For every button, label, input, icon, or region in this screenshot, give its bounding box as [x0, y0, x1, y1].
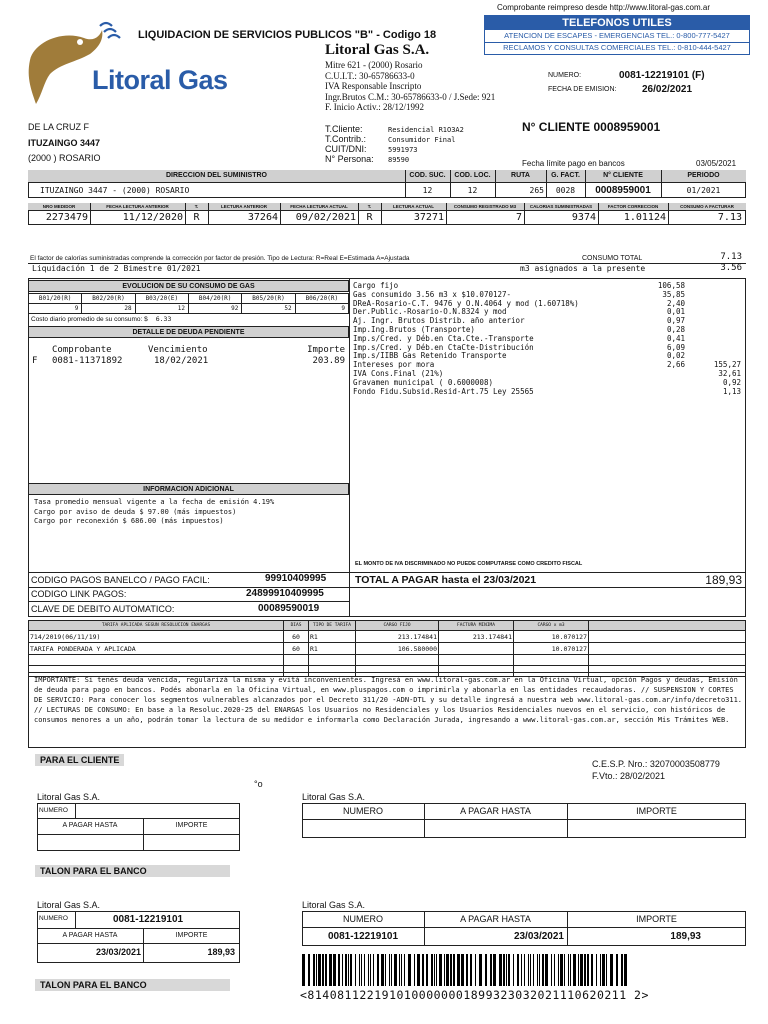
customer-name: DE LA CRUZ F	[28, 122, 90, 132]
liquidacion: Liquidación 1 de 2 Bimestre 01/2021	[32, 264, 201, 273]
charge-label: Imp.Ing.Brutos (Transporte)	[353, 324, 475, 334]
barcode	[300, 954, 746, 986]
barcode-bar	[422, 954, 424, 986]
phones-box	[484, 15, 750, 55]
charge-v1: 0,97	[666, 316, 685, 326]
barcode-bar	[436, 954, 437, 986]
link-label: CODIGO LINK PAGOS:	[31, 589, 127, 599]
supply-periodo: 01/2021	[686, 186, 721, 195]
debt-row-comprobante: 0081-11371892	[52, 356, 123, 366]
customer-labels	[325, 124, 374, 164]
stub-cliente-right-company: Litoral Gas S.A.	[302, 792, 366, 802]
fecha-limite-label: Fecha límite pago en bancos	[522, 159, 625, 168]
debito-label: CLAVE DE DEBITO AUTOMATICO:	[31, 604, 175, 614]
company-name: Litoral Gas S.A.	[325, 42, 430, 58]
tariff-cell: 10.070127	[514, 631, 589, 643]
tcliente-value: Residencial R1O3A2	[388, 126, 464, 134]
barcode-bar	[373, 954, 374, 986]
stub-cliente-pagar-label: A PAGAR HASTA	[62, 822, 118, 829]
supply-h-direccion: DIRECCION DEL SUMINISTRO	[166, 172, 267, 179]
barcode-bar	[318, 954, 321, 986]
barcode-bar	[399, 954, 400, 986]
barcode-bar	[364, 954, 365, 986]
charge-v1: 106,58	[657, 281, 685, 290]
customer-street: ITUZAINGO 3447	[28, 138, 101, 148]
barcode-bar	[513, 954, 514, 986]
stub-banco2-numero-value: 0081-12219101	[327, 931, 399, 942]
stub-banco2-h-pagar: A PAGAR HASTA	[460, 914, 531, 924]
barcode-bar	[524, 954, 525, 986]
tariff-row	[29, 631, 746, 643]
barcode-bar	[584, 954, 586, 986]
supply-direccion: ITUZAINGO 3447 - (2000) ROSARIO	[40, 186, 190, 195]
company-logo	[22, 12, 137, 112]
charge-v1: 35,85	[662, 289, 685, 299]
barcode-bar	[517, 954, 519, 986]
barcode-bar	[446, 954, 449, 986]
fish-logo-icon	[22, 12, 137, 112]
tariff-cell: 106.580000	[356, 643, 439, 655]
barcode-text: <8140811221910100000001899323032021110620211 2>	[300, 988, 649, 1002]
banelco-label: CODIGO PAGOS BANELCO / PAGO FACIL:	[31, 575, 210, 585]
meter-facturar: 7.13	[717, 212, 742, 223]
barcode-bar	[345, 954, 347, 986]
phones-emergency: ATENCION DE ESCAPES - EMERGENCIAS TEL.: 0-800-777-5427	[485, 30, 749, 43]
barcode-bar	[591, 954, 593, 986]
meter-lect-act: 37271	[413, 212, 444, 223]
link-code: 24899910409995	[246, 588, 324, 599]
stub-cliente-h-numero: NUMERO	[343, 806, 383, 816]
tariff-cell: 714/2019(06/11/19)	[29, 631, 284, 643]
logo-text: Litoral Gas	[92, 65, 228, 95]
evolution-period: B02/20(R)	[82, 294, 135, 304]
barcode-bar	[554, 954, 555, 986]
barcode-bar	[580, 954, 583, 986]
barcode-bar	[348, 954, 349, 986]
barcode-bar	[359, 954, 360, 986]
reprint-note: Comprobante reimpreso desde http://www.litoral-gas.com.ar	[497, 3, 710, 12]
charge-v1: 2,66	[666, 360, 685, 370]
meter-h-4: FECHA LECTURA ACTUAL	[290, 204, 348, 209]
barcode-bar	[503, 954, 505, 986]
charge-v1: 0,01	[666, 307, 685, 317]
meter-fecha-ant: 11/12/2020	[122, 212, 183, 223]
consumo-total-value: 7.13	[720, 252, 742, 262]
evolution-period: B04/20(R)	[188, 294, 241, 304]
meter-h-1: FECHA LECTURA ANTERIOR	[106, 204, 169, 209]
info-line: Tasa promedio mensual vigente a la fecha de emisión 4.19%	[34, 498, 275, 506]
company-ingr: Ingr.Brutos C.M.: 30-65786633-0 / J.Sede: 921	[325, 91, 496, 102]
barcode-bar	[485, 954, 487, 986]
numero-value: 0081-12219101 (F)	[619, 70, 705, 81]
barcode-bar	[493, 954, 496, 986]
tariff-row	[29, 643, 746, 655]
tariff-cell: R1	[309, 643, 356, 655]
barcode-bar	[408, 954, 411, 986]
stub-mark: °o	[254, 779, 263, 789]
barcode-bar	[506, 954, 507, 986]
barcode-bar	[338, 954, 340, 986]
barcode-bar	[377, 954, 379, 986]
barcode-bar	[621, 954, 623, 986]
fvto: F.Vto.: 28/02/2021	[592, 771, 666, 781]
supply-ruta: 265	[529, 186, 544, 195]
tcontrib-value: Consumidor Final	[388, 136, 456, 144]
charge-label: IVA Cons.Final (21%)	[353, 368, 444, 378]
barcode-bar	[368, 954, 369, 986]
stub-cliente-numero-label: NUMERO	[39, 807, 68, 814]
info-lines	[34, 498, 274, 527]
barcode-bar	[322, 954, 324, 986]
stub-cliente-h-pagar: A PAGAR HASTA	[460, 806, 531, 816]
barcode-bar	[457, 954, 460, 986]
barcode-bar	[545, 954, 548, 986]
info-line: Cargo por reconexión $ 686.00 (más impuestos)	[34, 517, 224, 525]
barcode-bar	[381, 954, 384, 986]
barcode-bar	[370, 954, 371, 986]
stub-banco2-importe-value: 189,93	[670, 931, 701, 942]
evolution-value: 9	[295, 304, 348, 314]
evolution-values	[29, 304, 349, 314]
barcode-icon	[300, 954, 746, 986]
emision-value: 26/02/2021	[642, 84, 693, 95]
stub-banco2-left-company: Litoral Gas S.A.	[37, 900, 101, 910]
debt-row-type: F	[32, 356, 38, 366]
evolution-value: 92	[188, 304, 241, 314]
barcode-bar	[461, 954, 464, 986]
tariff-cell: 213.174841	[439, 631, 514, 643]
debt-row-vencimiento: 18/02/2021	[154, 356, 209, 366]
customer-city: (2000 ) ROSARIO	[28, 153, 101, 163]
supply-h-gfact: G. FACT.	[551, 172, 580, 179]
tariff-header-row	[29, 621, 746, 631]
supply-cliente: 0008959001	[595, 185, 651, 196]
barcode-bar	[414, 954, 415, 986]
daily-cost-value: 6.33	[155, 315, 172, 323]
charge-row	[353, 388, 743, 397]
barcode-bar	[350, 954, 352, 986]
barcode-bar	[551, 954, 552, 986]
meter-h-2: T.	[194, 204, 199, 209]
meter-h-10: CONSUMO A FACTURAR	[680, 204, 734, 209]
charge-label: Cargo fijo	[353, 281, 399, 290]
barcode-bar	[466, 954, 468, 986]
tariff-h-5: CARGO x m3	[514, 621, 589, 631]
iva-note: EL MONTO DE IVA DISCRIMINADO NO PUEDE COMPUTARSE COMO CREDITO FISCAL	[355, 561, 583, 567]
total-label: TOTAL A PAGAR hasta el 23/03/2021	[355, 574, 537, 586]
barcode-bar	[470, 954, 472, 986]
meter-t2: R	[366, 212, 373, 223]
customer-values	[388, 125, 464, 165]
barcode-bar	[602, 954, 605, 986]
barcode-bar	[404, 954, 405, 986]
barcode-bar	[568, 954, 569, 986]
meter-fecha-act: 09/02/2021	[295, 212, 356, 223]
supply-suc: 12	[422, 186, 433, 195]
company-iva: IVA Responsable Inscripto	[325, 81, 422, 91]
barcode-bar	[394, 954, 397, 986]
barcode-bar	[431, 954, 433, 986]
supply-h-loc: COD. LOC.	[454, 172, 491, 179]
tariff-h-1: DIAS	[284, 621, 309, 631]
info-title: INFORMACION ADICIONAL	[28, 483, 349, 495]
important-note: IMPORTANTE: Si tenés deuda vencida, regularizá la misma y evitá inconvenientes. Ingresá en www.litoral-gas.com.ar en la Oficina Virtual, opción Pagos y deudas, Emisión de deuda para pago en bancos. Podés abonarla en la Oficina Virtual, en www.pluspagos.com o imprimirla y abonarla en las entidades recaudadoras. // SUSPENSION Y CORTES DE SERVICIO: Para conocer los segmentos vulnerables alcanzados por el Decreto 311/20 -ADN-DTL y su detalle ingresá a nuestra web www.litoral-gas.com.ar/info/decreto311. // LECTURAS DE CONSUMO: En base a la Resoluc.2020-25 del ENARGAS los Usuarios no Residenciales y los Usuarios Residenciales nuevos en el servicio, con históricos de consumos menores a un año, podrán tomar la lectura de su medidor e informarla como Declaración Jurada, ingresando a www.litoral-gas.com.ar, sección Mis Trámites WEB.	[34, 676, 743, 724]
tariff-cell: 213.174841	[356, 631, 439, 643]
meter-h-0: NRO MEDIDOR	[42, 204, 76, 209]
tariff-h-4: FACTURA MINIMA	[439, 621, 514, 631]
tariff-h-2: TIPO DE TARIFA	[309, 621, 356, 631]
barcode-bar	[499, 954, 502, 986]
barcode-bar	[385, 954, 386, 986]
barcode-bar	[355, 954, 356, 986]
charge-label: Aj. Ingr. Brutos Distrib. año anterior	[353, 316, 525, 326]
debito-code: 00089590019	[258, 603, 320, 614]
supply-h-ruta: RUTA	[511, 172, 530, 179]
meter-t1: R	[193, 212, 200, 223]
stub-cliente-importe-label: IMPORTE	[175, 822, 208, 829]
stub-banco2-numero-label: NUMERO	[39, 915, 68, 922]
meter-h-3: LECTURA ANTERIOR	[221, 204, 267, 209]
meter-h-5: T.	[367, 204, 372, 209]
barcode-bar	[539, 954, 540, 986]
banelco-code: 99910409995	[265, 573, 327, 584]
evolution-table	[28, 293, 349, 314]
barcode-bar	[606, 954, 607, 986]
m3-asignados-value: 3.56	[720, 263, 742, 273]
evolution-period: B05/20(R)	[242, 294, 295, 304]
stub-banco2-numero: 0081-12219101	[113, 914, 184, 925]
tariff-cell: R1	[309, 631, 356, 643]
barcode-bar	[537, 954, 538, 986]
barcode-bar	[600, 954, 601, 986]
phones-title: TELEFONOS UTILES	[485, 16, 749, 30]
meter-calorias: 9374	[571, 212, 596, 223]
stub-banco2-pagar-value: 23/03/2021	[513, 931, 564, 942]
barcode-bar	[564, 954, 565, 986]
tariff-h-empty	[589, 621, 746, 631]
stub-banco2-importe-label: IMPORTE	[175, 932, 208, 939]
company-info	[325, 60, 495, 113]
barcode-bar	[616, 954, 618, 986]
meter-consumo: 7	[515, 212, 522, 223]
barcode-bar	[302, 954, 305, 986]
barcode-bar	[475, 954, 476, 986]
total-value: 189,93	[705, 573, 742, 587]
barcode-bar	[521, 954, 522, 986]
charge-label: Imp.s/Cred. y Déb.en CtaCte-Distribución	[353, 342, 534, 352]
evolution-value: 52	[242, 304, 295, 314]
document-title: LIQUIDACION DE SERVICIOS PUBLICOS "B" - Codigo 18	[138, 29, 437, 41]
meter-h-9: FACTOR CORRECCION	[607, 204, 659, 209]
charge-v2: 32,61	[718, 368, 741, 378]
barcode-bar	[389, 954, 390, 986]
barcode-bar	[329, 954, 332, 986]
company-address: Mitre 621 - (2000) Rosario	[325, 60, 423, 70]
barcode-bar	[391, 954, 392, 986]
barcode-bar	[610, 954, 613, 986]
tcontrib-label: T.Contrib.:	[325, 134, 367, 144]
numero-label: NUMERO:	[548, 72, 582, 79]
barcode-bar	[316, 954, 317, 986]
company-inicio: F. Inicio Activ.: 28/12/1992	[325, 102, 424, 112]
charge-v1: 6,09	[666, 342, 685, 352]
tariff-h-3: CARGO FIJO	[356, 621, 439, 631]
phones-commercial: RECLAMOS Y CONSULTAS COMERCIALES TEL.: 0-810-444-5427	[503, 43, 731, 52]
barcode-bar	[578, 954, 579, 986]
evolution-period: B01/20(R)	[29, 294, 82, 304]
meter-factor: 1.01124	[623, 212, 666, 223]
barcode-bar	[453, 954, 455, 986]
supply-gfact: 0028	[555, 186, 576, 195]
tariff-cell: TARIFA PONDERADA Y APLICADA	[29, 643, 284, 655]
fecha-limite-value: 03/05/2021	[696, 159, 737, 168]
barcode-bar	[542, 954, 544, 986]
stub-cliente-left-company: Litoral Gas S.A.	[37, 792, 101, 802]
barcode-bar	[624, 954, 627, 986]
tariff-cell	[439, 643, 514, 655]
debt-row-importe: 203.89	[312, 356, 345, 366]
barcode-bar	[558, 954, 559, 986]
cuit-value: 5991973	[388, 146, 418, 154]
tariff-table	[28, 620, 746, 677]
barcode-bar	[426, 954, 428, 986]
charge-v2: 0,92	[722, 377, 741, 387]
debt-h-vencimiento: Vencimiento	[148, 345, 208, 355]
barcode-bar	[434, 954, 435, 986]
supply-h-suc: COD. SUC.	[409, 172, 446, 179]
barcode-bar	[530, 954, 531, 986]
barcode-bar	[439, 954, 442, 986]
tariff-h-0: TARIFA APLICADA SEGUN RESOLUCION ENARGAS	[29, 621, 284, 631]
charge-label: Gravamen municipal ( 0.6000008)	[353, 377, 493, 387]
stub-banco2-tag: TALON PARA EL BANCO	[35, 979, 230, 991]
barcode-bar	[401, 954, 402, 986]
stub-banco2-importe: 189,93	[207, 947, 235, 957]
barcode-bar	[450, 954, 452, 986]
charge-v1: 0,28	[666, 324, 685, 334]
stub-banco2-h-importe: IMPORTE	[636, 914, 677, 924]
charge-label: DReA-Rosario-C.T. 9476 y O.N.4064 y mod (1.60718%)	[353, 298, 579, 308]
stub-banco1-tag: TALON PARA EL BANCO	[35, 865, 230, 877]
tariff-cell: 10.070127	[514, 643, 589, 655]
meter-h-6: LECTURA ACTUAL	[393, 204, 434, 209]
charge-v1: 0,41	[666, 333, 685, 343]
stub-banco2-right-company: Litoral Gas S.A.	[302, 900, 366, 910]
meter-lect-ant: 37264	[247, 212, 278, 223]
evolution-value: 28	[82, 304, 135, 314]
stub-banco2-h-numero: NUMERO	[343, 914, 383, 924]
evolution-period: B03/20(E)	[135, 294, 188, 304]
stub-banco2-pagar: 23/03/2021	[95, 947, 141, 957]
barcode-bar	[573, 954, 576, 986]
barcode-bar	[490, 954, 492, 986]
charge-label: Intereses por mora	[353, 360, 435, 370]
evolution-periods	[29, 294, 349, 304]
debt-h-comprobante: Comprobante	[52, 345, 112, 355]
factor-note: El factor de calorías suministradas comprende la corrección por factor de presión. Tipo de Lectura: R=Real E=Estimada A=Ajustada	[30, 255, 410, 262]
emision-label: FECHA DE EMISION:	[548, 86, 617, 93]
debt-title: DETALLE DE DEUDA PENDIENTE	[28, 326, 349, 338]
barcode-bar	[560, 954, 563, 986]
meter-nro: 2273479	[45, 212, 88, 223]
evolution-value: 12	[135, 304, 188, 314]
info-line: Cargo por aviso de deuda $ 97.00 (más impuestos)	[34, 507, 237, 516]
barcode-bar	[333, 954, 336, 986]
personas-label: N° Persona:	[325, 154, 374, 164]
barcode-bar	[508, 954, 510, 986]
meter-h-7: CONSUMO REGISTRADO M3	[453, 204, 517, 209]
charge-v1: 0,02	[666, 351, 685, 361]
barcode-bar	[596, 954, 597, 986]
daily-cost-label: Costo diario promedio de su consumo: $	[31, 316, 148, 323]
tariff-cell: 60	[284, 631, 309, 643]
barcode-bar	[528, 954, 529, 986]
supply-h-periodo: PERIODO	[687, 172, 720, 179]
charge-label: Der.Public.-Rosario-O.N.8324 y mod	[353, 307, 507, 317]
barcode-bar	[587, 954, 589, 986]
evolution-period: B06/20(R)	[295, 294, 348, 304]
stub-banco2-pagar-label: A PAGAR HASTA	[62, 932, 118, 939]
stub-cliente-h-importe: IMPORTE	[636, 806, 677, 816]
barcode-bar	[417, 954, 420, 986]
charge-v2: 155,27	[713, 360, 741, 370]
supply-h-cliente: N° CLIENTE	[603, 172, 643, 179]
charges-list	[353, 282, 743, 396]
debt-h-importe: Importe	[307, 345, 345, 355]
daily-cost	[31, 315, 171, 323]
cuit-label: CUIT/DNI:	[325, 144, 367, 154]
barcode-bar	[533, 954, 534, 986]
barcode-bar	[308, 954, 310, 986]
charge-label: Imp.s/Cred. y Déb.en Cta.Cte.-Transporte	[353, 333, 534, 343]
nro-cliente: N° CLIENTE 0008959001	[522, 120, 661, 134]
barcode-bar	[361, 954, 362, 986]
m3-asignados-label: m3 asignados a la presente	[520, 264, 646, 273]
charge-label: Imp.s/IIBB Gas Retenido Transporte	[353, 351, 507, 361]
barcode-bar	[444, 954, 445, 986]
barcode-bar	[479, 954, 482, 986]
stub-cliente-tag: PARA EL CLIENTE	[35, 754, 124, 766]
evolution-value: 9	[29, 304, 82, 314]
barcode-bar	[325, 954, 327, 986]
meter-h-8: CALORIAS SUMINISTRADAS	[529, 204, 593, 209]
charge-label: Gas consumido 3.56 m3 x $10.070127-	[353, 289, 512, 299]
charge-v1: 2,40	[666, 298, 685, 308]
evolution-title: EVOLUCION DE SU CONSUMO DE GAS	[28, 280, 349, 292]
barcode-bar	[342, 954, 343, 986]
charge-v2: 1,13	[722, 386, 741, 396]
company-cuit: C.U.I.T.: 30-65786633-0	[325, 70, 415, 81]
barcode-bar	[570, 954, 571, 986]
consumo-total-label: CONSUMO TOTAL	[582, 255, 643, 262]
tariff-cell: 60	[284, 643, 309, 655]
charge-label: Fondo Fidu.Subsid.Resid-Art.75 Ley 25565	[353, 386, 534, 396]
cesp: C.E.S.P. Nro.: 32070003508779	[592, 759, 720, 769]
barcode-bar	[313, 954, 315, 986]
personas-value: 89590	[388, 156, 410, 164]
tcliente-label: T.Cliente:	[325, 124, 363, 134]
supply-loc: 12	[467, 186, 478, 195]
